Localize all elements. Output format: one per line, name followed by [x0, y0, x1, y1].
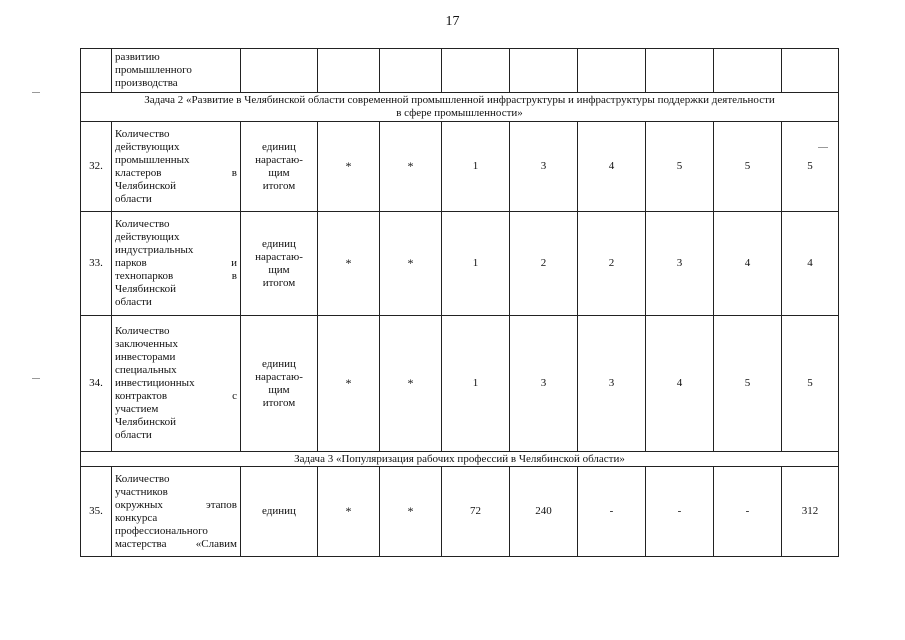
task-2-heading	[81, 93, 839, 122]
cell-value: 4	[646, 316, 714, 452]
scan-mark	[32, 92, 40, 93]
name-line: Количество	[115, 472, 170, 485]
cell-unit	[241, 49, 318, 93]
cell-value: *	[380, 467, 442, 557]
table-row	[81, 316, 839, 452]
cell-value: 3	[578, 316, 646, 452]
name-line: индустриальных	[115, 244, 194, 256]
cell-value: *	[380, 212, 442, 316]
cell-value: 2	[510, 212, 578, 316]
cell-unit	[241, 467, 318, 557]
name-line: Количество	[115, 127, 170, 140]
name-line: Челябинской	[115, 416, 177, 428]
cell-value: *	[318, 212, 380, 316]
cell-value: *	[380, 316, 442, 452]
cell-value: 1	[442, 122, 510, 212]
name-line: действующих	[115, 231, 180, 243]
table-row	[81, 467, 839, 557]
cell-value	[380, 49, 442, 93]
cell-value	[782, 49, 839, 93]
cell-unit	[241, 122, 318, 212]
name-line: участием	[115, 403, 159, 415]
cell-value: 5	[714, 122, 782, 212]
name-line: Челябинской	[115, 179, 177, 192]
cell-value	[510, 49, 578, 93]
name-line-justified	[115, 499, 237, 512]
name-line: Количество	[115, 218, 170, 230]
cell-value: 240	[510, 467, 578, 557]
unit-line: нарастаю-	[255, 250, 303, 263]
cell-value: 4	[578, 122, 646, 212]
name-line-justified	[115, 270, 237, 283]
cell-value: -	[578, 467, 646, 557]
unit-line: итогом	[262, 179, 296, 192]
name-word: и	[231, 257, 237, 269]
name-line: специальных	[115, 364, 177, 376]
task-header-row	[81, 452, 839, 467]
name-word: окружных	[115, 498, 163, 511]
cell-num: 32.	[81, 122, 112, 212]
table-row	[81, 122, 839, 212]
cell-unit	[241, 212, 318, 316]
name-line: действующих	[115, 140, 180, 153]
scan-mark	[32, 378, 40, 379]
cell-name	[112, 467, 241, 557]
cell-value: *	[318, 122, 380, 212]
name-line: производства	[115, 77, 178, 89]
name-line: конкурса	[115, 511, 158, 524]
name-word: кластеров	[115, 166, 162, 179]
cell-name	[112, 122, 241, 212]
cell-value: 3	[510, 122, 578, 212]
cell-value: 72	[442, 467, 510, 557]
name-line-justified	[115, 538, 237, 551]
cell-value: 4	[714, 212, 782, 316]
page-number: 17	[445, 14, 460, 29]
cell-value: 2	[578, 212, 646, 316]
cell-value: 1	[442, 212, 510, 316]
cell-value: 312	[782, 467, 839, 557]
cell-value: 3	[646, 212, 714, 316]
cell-value	[442, 49, 510, 93]
task-3-heading: Задача 3 «Популяризация рабочих профессий в Челябинской области»	[81, 452, 839, 467]
name-line: Челябинской	[115, 283, 177, 295]
name-word: в	[231, 270, 237, 282]
name-line: промышленного	[115, 64, 192, 76]
cell-unit	[241, 316, 318, 452]
unit-line: итогом	[262, 396, 296, 409]
unit-line: единиц	[262, 140, 296, 153]
cell-name	[112, 212, 241, 316]
name-line: профессионального	[115, 524, 208, 537]
cell-value: 4	[782, 212, 839, 316]
name-word: мастерства	[115, 537, 167, 550]
cell-value: 5	[714, 316, 782, 452]
scan-mark	[818, 147, 828, 148]
cell-value	[714, 49, 782, 93]
name-word: в	[231, 166, 237, 179]
name-line-justified	[115, 167, 237, 180]
cell-value: -	[714, 467, 782, 557]
indicators-table	[80, 48, 839, 557]
name-line-justified	[115, 390, 237, 403]
cell-value: *	[318, 467, 380, 557]
unit-line: итогом	[262, 276, 296, 289]
name-word: этапов	[206, 498, 237, 511]
name-word: «Славим	[195, 537, 237, 550]
cell-num: 35.	[81, 467, 112, 557]
cell-value: *	[318, 316, 380, 452]
name-line: области	[115, 192, 152, 205]
cell-num: 34.	[81, 316, 112, 452]
cell-value: 1	[442, 316, 510, 452]
task-header-row	[81, 93, 839, 122]
unit-line: щим	[268, 263, 290, 276]
name-line: участников	[115, 485, 168, 498]
unit-line: единиц	[262, 505, 296, 517]
name-line: инвестиционных	[115, 377, 195, 389]
cell-value: 5	[782, 316, 839, 452]
name-line-justified	[115, 257, 237, 270]
task-2-line-1: Задача 2 «Развитие в Челябинской области современной промышленной инфраструктуры и инфраструктуры поддержки деятельности	[144, 94, 775, 106]
name-line: развитию	[115, 51, 160, 63]
unit-line: щим	[268, 383, 290, 396]
cell-value: *	[380, 122, 442, 212]
cell-value	[646, 49, 714, 93]
name-line: области	[115, 429, 152, 441]
name-line: Количество	[115, 325, 170, 337]
cell-value: 5	[782, 122, 839, 212]
unit-line: нарастаю-	[255, 370, 303, 383]
cell-value	[318, 49, 380, 93]
cell-num: 33.	[81, 212, 112, 316]
unit-line: единиц	[262, 237, 296, 250]
name-line: инвесторами	[115, 351, 176, 363]
unit-line: нарастаю-	[255, 153, 303, 166]
cell-num	[81, 49, 112, 93]
cell-value: -	[646, 467, 714, 557]
cell-name	[112, 316, 241, 452]
unit-line: щим	[268, 166, 290, 179]
cell-value: 3	[510, 316, 578, 452]
name-line: промышленных	[115, 153, 190, 166]
table-row-continued	[81, 49, 839, 93]
name-line: заключенных	[115, 338, 178, 350]
name-word: парков	[115, 257, 147, 269]
cell-name	[112, 49, 241, 93]
name-line: области	[115, 296, 152, 308]
cell-value	[578, 49, 646, 93]
name-word: технопарков	[115, 270, 174, 282]
name-word: контрактов	[115, 390, 168, 402]
unit-line: единиц	[262, 357, 296, 370]
task-2-line-2: в сфере промышленности»	[396, 107, 523, 119]
cell-value: 5	[646, 122, 714, 212]
table-row	[81, 212, 839, 316]
name-word: с	[232, 390, 237, 402]
